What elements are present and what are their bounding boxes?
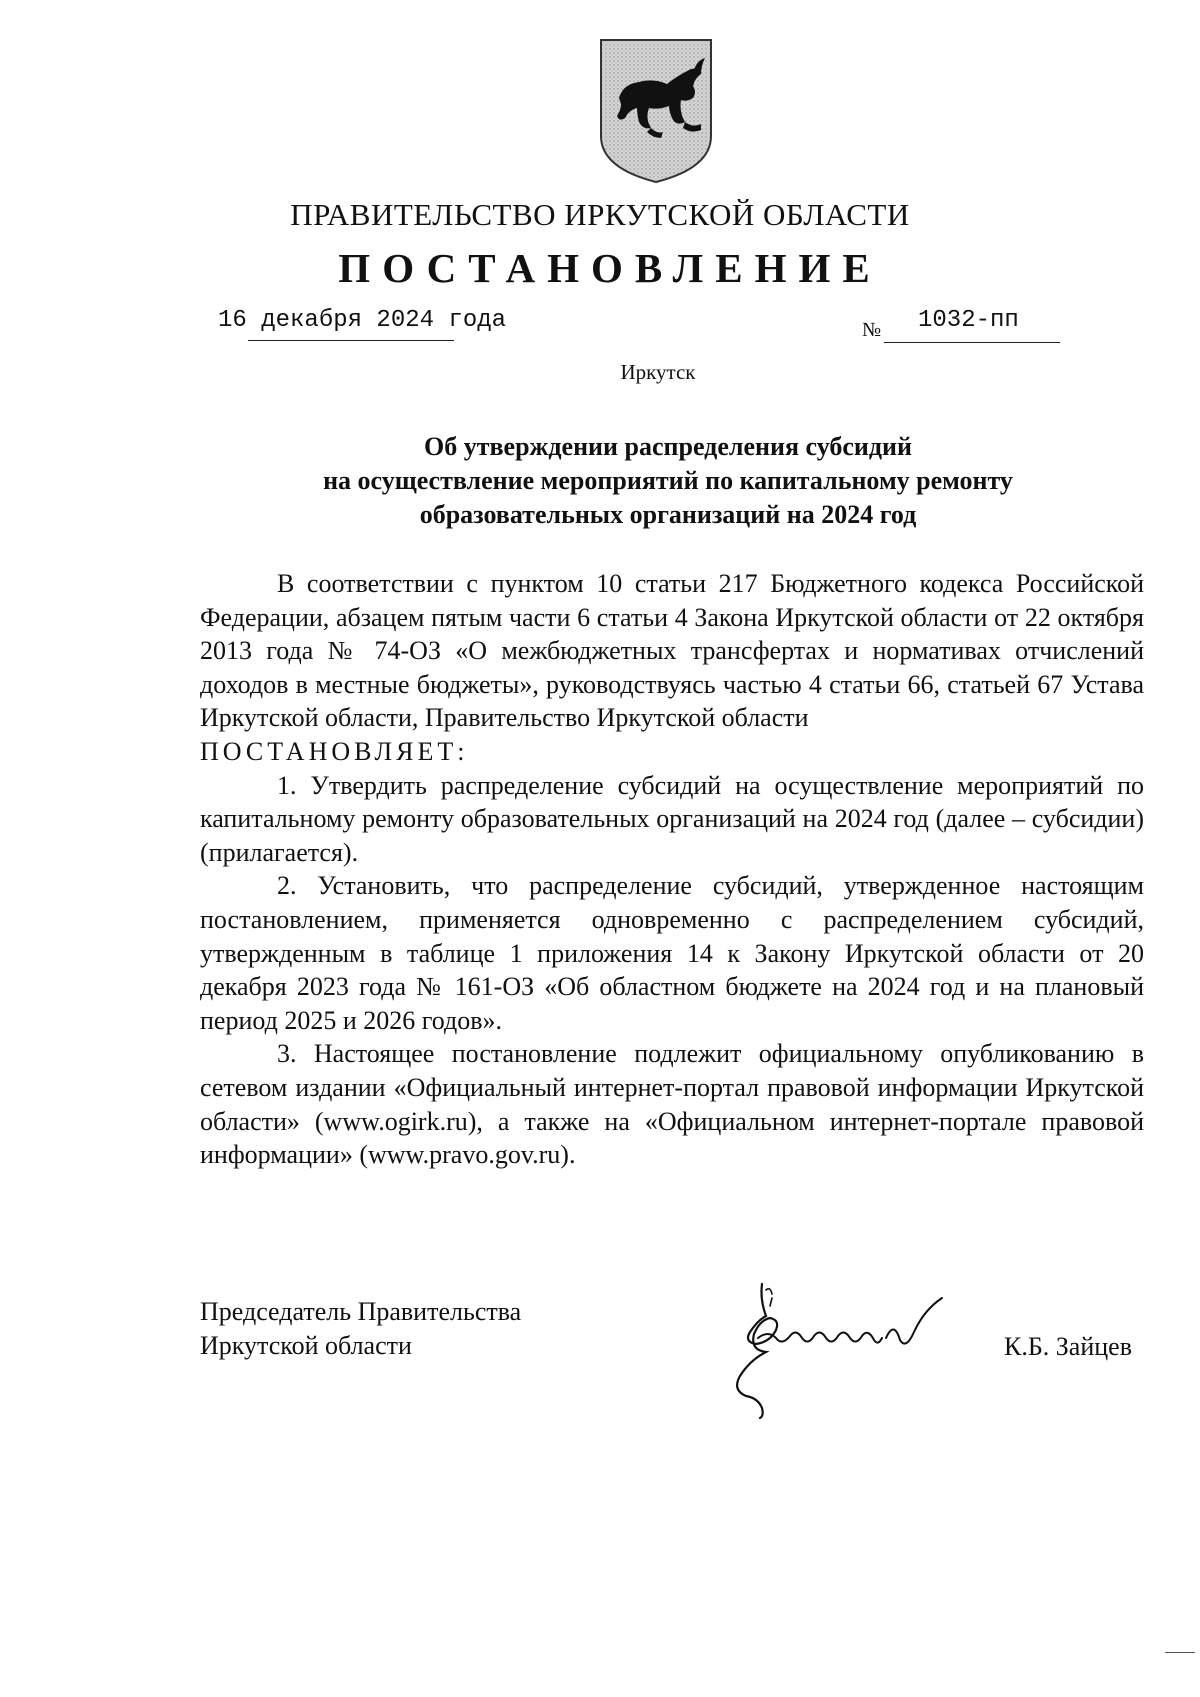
signatory-name: К.Б. Зайцев	[1004, 1332, 1132, 1361]
item-1-paragraph: 1. Утвердить распределение субсидий на осуществление мероприятий по капитальному ремонту образовательных организаций на 2024 год (далее – субсидии) (прилагается).	[200, 770, 1144, 867]
signatory-title	[200, 1295, 521, 1363]
date-underline	[248, 340, 454, 341]
handwritten-signature	[710, 1280, 960, 1420]
signatory-title-line-2: Иркутской области	[200, 1331, 412, 1360]
heading-line-3: образовательных организаций на 2024 год	[419, 500, 917, 529]
document-body	[200, 567, 1144, 1172]
item-3-paragraph: 3. Настоящее постановление подлежит официальному опубликованию в сетевом издании «Официальный интернет-портал правовой информации Иркутской области» (www.ogirk.ru), а также на «Официальном интернет-портале правовой информации» (www.pravo.gov.ru).	[200, 1039, 1144, 1170]
item-2-paragraph: 2. Установить, что распределение субсидий, утвержденное настоящим постановлением, применяется одновременно с распределением субсидий, утвержденным в таблице 1 приложения 14 к Закону Иркутской области от 20 декабря 2023 года № 161-ОЗ «Об областном бюджете на 2024 год и на плановый период 2025 и 2026 годов».	[200, 871, 1144, 1035]
document-heading	[200, 430, 1136, 532]
signatory-title-line-1: Председатель Правительства	[200, 1297, 522, 1326]
coat-of-arms-icon	[597, 36, 715, 186]
document-type: ПОСТАНОВЛЕНИЕ	[338, 245, 882, 291]
document-date: 16 декабря 2024 года	[218, 307, 507, 334]
scan-edge-mark	[1165, 1652, 1195, 1653]
number-label: №	[862, 319, 882, 341]
decree-word: ПОСТАНОВЛЯЕТ:	[200, 736, 469, 766]
city: Иркутск	[620, 360, 696, 384]
heading-line-2: на осуществление мероприятий по капитальному ремонту	[323, 466, 1013, 495]
document-number: 1032-пп	[918, 307, 1019, 334]
number-underline	[884, 342, 1060, 343]
heading-line-1: Об утверждении распределения субсидий	[424, 432, 912, 461]
government-title: ПРАВИТЕЛЬСТВО ИРКУТСКОЙ ОБЛАСТИ	[290, 197, 910, 232]
preamble-paragraph: В соответствии с пунктом 10 статьи 217 Бюджетного кодекса Российской Федерации, абзацем пятым части 6 статьи 4 Закона Иркутской области от 22 октября 2013 года № 74-ОЗ «О межбюджетных трансфертах и нормативах отчислений доходов в местные бюджеты», руководствуясь частью 4 статьи 66, статьей 67 Устава Иркутской области, Правительство Иркутской области	[200, 569, 1144, 733]
